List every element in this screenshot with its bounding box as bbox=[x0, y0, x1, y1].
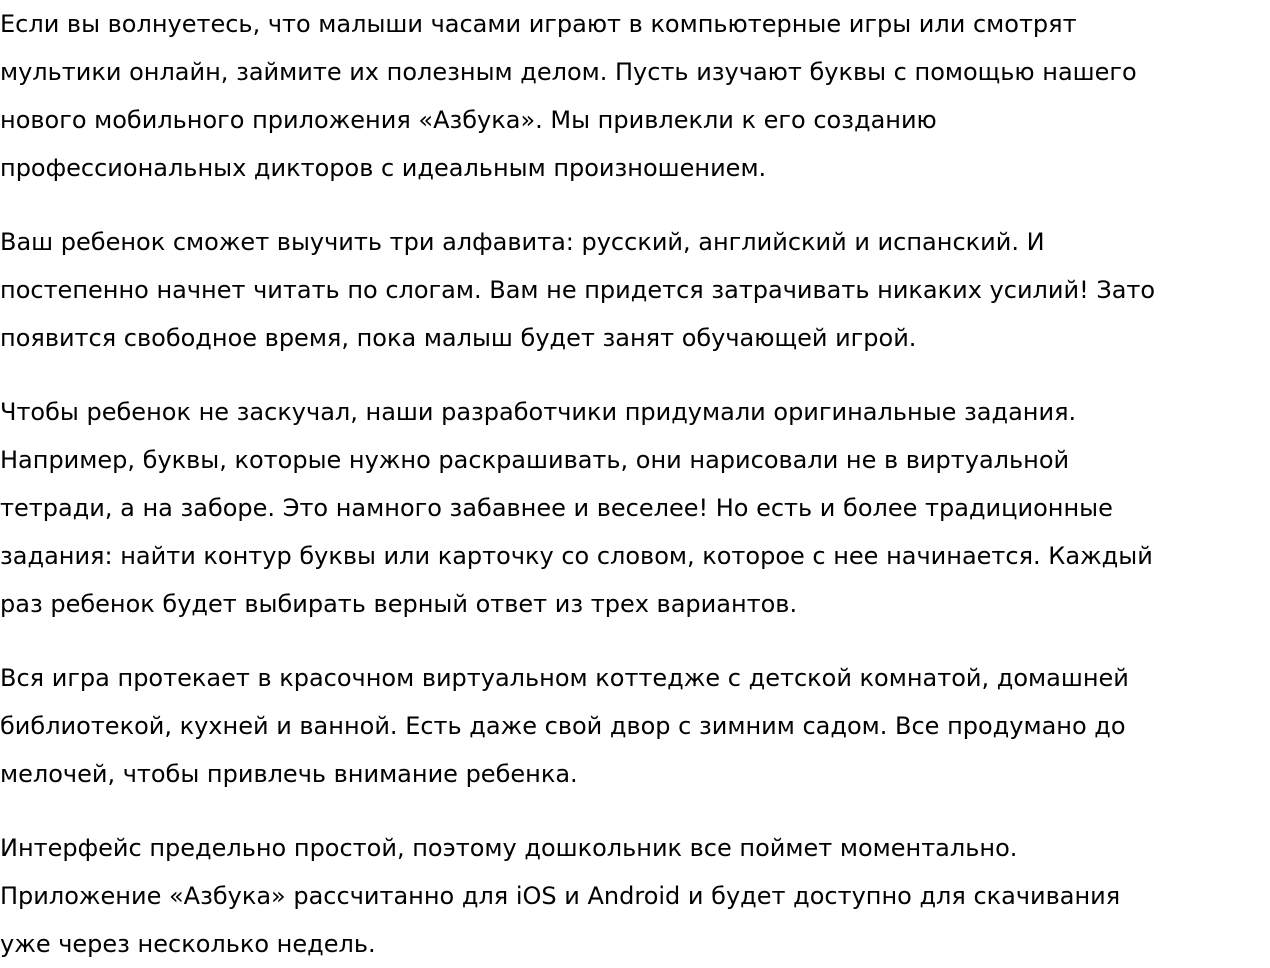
paragraph-line: задания: найти контур буквы или карточку со словом, которое с нее начинается. Каждый bbox=[0, 542, 1153, 570]
paragraph-line: раз ребенок будет выбирать верный ответ из трех вариантов. bbox=[0, 590, 798, 618]
paragraph-line: мелочей, чтобы привлечь внимание ребенка. bbox=[0, 760, 578, 788]
paragraph-line: нового мобильного приложения «Азбука». Мы привлекли к его созданию bbox=[0, 106, 937, 134]
paragraph-line: Вся игра протекает в красочном виртуальном коттедже с детской комнатой, домашней bbox=[0, 664, 1129, 692]
paragraph-2 bbox=[0, 218, 1270, 362]
paragraph-line: профессиональных дикторов с идеальным произношением. bbox=[0, 154, 767, 182]
paragraph-line: Приложение «Азбука» рассчитанно для iOS и Android и будет доступно для скачивания bbox=[0, 882, 1121, 910]
paragraph-line: тетради, а на заборе. Это намного забавнее и веселее! Но есть и более традиционные bbox=[0, 494, 1113, 522]
paragraph-line: уже через несколько недель. bbox=[0, 930, 376, 958]
paragraph-line: мультики онлайн, займите их полезным делом. Пусть изучают буквы с помощью нашего bbox=[0, 58, 1137, 86]
paragraph-1 bbox=[0, 0, 1270, 192]
paragraph-5 bbox=[0, 824, 1270, 968]
paragraph-4 bbox=[0, 654, 1270, 798]
paragraph-line: Интерфейс предельно простой, поэтому дошкольник все поймет моментально. bbox=[0, 834, 1018, 862]
paragraph-3 bbox=[0, 388, 1270, 628]
paragraph-line: библиотекой, кухней и ванной. Есть даже свой двор с зимним садом. Все продумано до bbox=[0, 712, 1126, 740]
paragraph-line: Ваш ребенок сможет выучить три алфавита: русский, английский и испанский. И bbox=[0, 228, 1045, 256]
paragraph-line: постепенно начнет читать по слогам. Вам не придется затрачивать никаких усилий! Зато bbox=[0, 276, 1156, 304]
paragraph-line: появится свободное время, пока малыш будет занят обучающей игрой. bbox=[0, 324, 917, 352]
paragraph-line: Чтобы ребенок не заскучал, наши разработчики придумали оригинальные задания. bbox=[0, 398, 1077, 426]
paragraph-line: Если вы волнуетесь, что малыши часами играют в компьютерные игры или смотрят bbox=[0, 10, 1077, 38]
paragraph-line: Например, буквы, которые нужно раскрашивать, они нарисовали не в виртуальной bbox=[0, 446, 1070, 474]
